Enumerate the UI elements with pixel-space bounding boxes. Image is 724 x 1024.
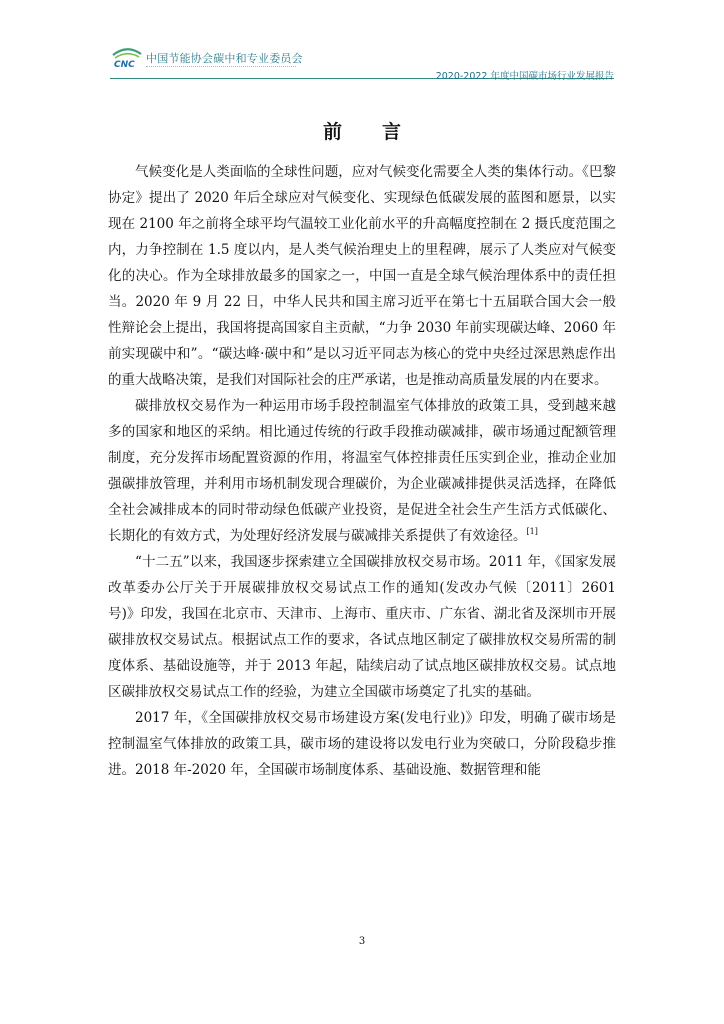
org-name-english-line [146,66,296,70]
citation-ref[interactable]: [1] [526,527,538,536]
page-header [110,44,614,82]
org-name: 中国节能协会碳中和专业委员会 [146,52,303,65]
cnc-logo-icon [110,46,144,70]
paragraph-3 [108,549,616,705]
body-text [108,159,616,783]
svg-text:CNC: CNC [114,60,135,70]
paragraph-4-text: 2017 年，《全国碳排放权交易市场建设方案(发电行业)》印发，明确了碳市场是控制温室气体排放的政策工具，碳市场的建设将以发电行业为突破口，分阶段稳步推进。2018 年-2020 年，全国碳市场制度体系、基础设施、数据管理和能 [108,710,616,778]
paragraph-2-text: 碳排放权交易作为一种运用市场手段控制温室气体排放的政策工具，受到越来越多的国家和地区的采纳。相比通过传统的行政手段推动碳减排，碳市场通过配额管理制度，充分发挥市场配置资源的作用，将温室气体控排责任压实到企业，推动企业加强碳排放管理，并利用市场机制发现合理碳价，为企业碳减排提供灵活选择，在降低全社会减排成本的同时带动绿色低碳产业投资，是促进全社会生产生活方式低碳化、长期化的有效方式，为处理好经济发展与碳减排关系提供了有效途径。 [108,398,616,544]
paragraph-1-text: 气候变化是人类面临的全球性问题，应对气候变化需要全人类的集体行动。《巴黎协定》提出了 2020 年后全球应对气候变化、实现绿色低碳发展的蓝图和愿景，以实现在 2100 年之前将全球平均气温较工业化前水平的升高幅度控制在 2 摄氏度范围之内，力争控制在 1.5 度以内，是人类气候治理史上的里程碑，展示了人类应对气候变化的决心。作为全球排放最多的国家之一，中国一直是全球气候治理体系中的责任担当。2020 年 9 月 22 日，中华人民共和国主席习近平在第七十五届联合国大会一般性辩论会上提出，我国将提高国家自主贡献，“力争 2030 年前实现碳达峰、2060 年前实现碳中和”。“碳达峰·碳中和”是以习近平同志为核心的党中央经过深思熟虑作出的重大战略决策，是我们对国际社会的庄严承诺，也是推动高质量发展的内在要求。 [108,164,616,388]
page-title: 前言 [322,121,441,143]
report-title: 2020-2022 年度中国碳市场行业发展报告 [435,71,614,82]
paragraph-2 [108,393,616,549]
paragraph-4 [108,705,616,783]
paragraph-1 [108,159,616,393]
page-number: 3 [358,936,366,947]
paragraph-3-text: “十二五”以来，我国逐步探索建立全国碳排放权交易市场。2011 年，《国家发展改革委办公厅关于开展碳排放权交易试点工作的通知(发改办气候〔2011〕2601 号)》印发，我国在北京市、天津市、上海市、重庆市、广东省、湖北省及深圳市开展碳排放权交易试点。根据试点工作的要求，各试点地区制定了碳排放权交易所需的制度体系、基础设施等，并于 2013 年起，陆续启动了试点地区碳排放权交易。试点地区碳排放权交易试点工作的经验，为建立全国碳市场奠定了扎实的基础。 [108,554,616,700]
